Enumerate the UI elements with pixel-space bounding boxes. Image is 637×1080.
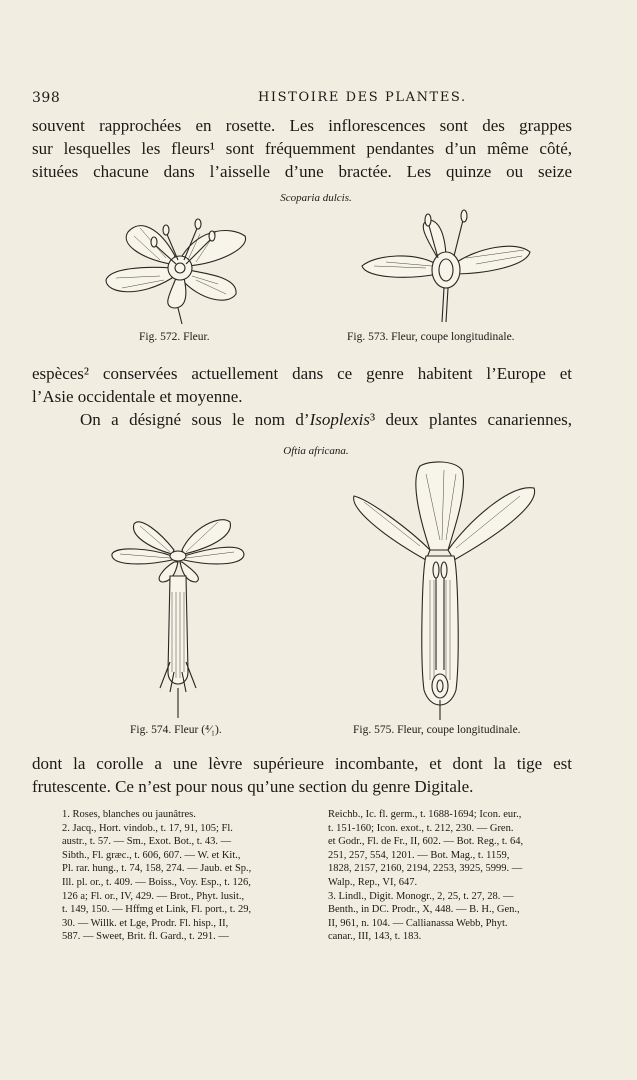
footnote-line: 30. — Willk. et Lge, Prodr. Fl. hisp., II, [62,917,229,929]
figure-574-caption: Fig. 574. Fleur (⁴⁄₁). [130,724,222,736]
footnote-line: et Godr., Fl. de Fr., II, 602. — Bot. Reg., t. 64, [328,836,524,848]
text-line: l’Asie occidentale et moyenne. [32,387,243,406]
scoparia-section-illustration [356,208,536,326]
footnotes-left-column [62,808,312,944]
footnote-line: 126 a; Fl. or., IV, 429. — Brot., Phyt. lusit., [62,890,245,902]
paragraph-1 [32,114,572,183]
figure-575-caption: Fig. 575. Fleur, coupe longitudinale. [353,724,521,736]
text-line: souvent rapprochées en rosette. Les inflorescences sont des grappes [32,116,572,135]
footnote-line: canar., III, 143, t. 183. [328,931,422,943]
footnote-line: Reichb., Ic. fl. germ., t. 1688-1694; Icon. eur., [328,809,522,820]
paragraph-3 [80,408,572,431]
footnote-line: 251, 257, 554, 1201. — Bot. Mag., t. 1159, [328,849,510,861]
footnote-line: Sibth., Fl. græc., t. 606, 607. — W. et Kit., [62,849,241,861]
page-number: 398 [32,90,61,106]
footnotes-right-column [328,808,576,944]
footnote-line: Walp., Rep., VI, 647. [328,876,418,888]
scoparia-flower-illustration [100,208,260,326]
footnote-line: Ill. pl. or., t. 409. — Boiss., Voy. Esp., t. 126, [62,876,251,888]
figure-572-caption: Fig. 572. Fleur. [139,331,210,343]
genus-name: Isoplexis [309,410,371,429]
text-line: situées chacune dans l’aisselle d’une bractée. Les quinze ou seize [32,162,572,181]
page-header [32,90,572,108]
paragraph-4 [32,752,572,798]
footnote-line: austr., t. 57. — Sm., Exot. Bot., t. 43. — [62,836,232,848]
text-prefix: On a désigné sous le nom d’ [80,410,310,429]
footnote-line: t. 151-160; Icon. exot., t. 212, 230. — Gren. [328,822,514,834]
footnote-line: 1. Roses, blanches ou jaunâtres. [62,809,196,820]
text-line: sur lesquelles les fleurs¹ sont fréquemment pendantes d’un même côté, [32,139,572,158]
footnote-line: II, 961, n. 104. — Callianassa Webb, Phyt. [328,917,508,929]
footnote-line: 1828, 2157, 2160, 2194, 2253, 3925, 5999. — [328,863,523,875]
footnote-line: 3. Lindl., Digit. Monogr., 2, 25, t. 27, 28. — [328,890,514,902]
text-line: dont la corolle a une lèvre supérieure incombante, et dont la tige est [32,754,572,773]
text-line [80,408,572,431]
footnote-line: Pl. rar. hung., t. 74, 158, 274. — Jaub. et Sp., [62,863,252,875]
oftia-section-illustration [350,460,542,722]
footnote-line: 587. — Sweet, Brit. fl. Gard., t. 291. — [62,931,229,943]
text-suffix: ³ deux plantes canariennes, [370,410,573,429]
text-line: espèces² conservées actuellement dans ce genre habitent l’Europe et [32,364,572,383]
figure-group-2-title: Oftia africana. [283,445,349,457]
footnote-line: 2. Jacq., Hort. vindob., t. 17, 91, 105; Fl. [62,822,233,834]
running-head: HISTOIRE DES PLANTES. [258,90,467,105]
figure-573-caption: Fig. 573. Fleur, coupe longitudinale. [347,331,515,343]
footnote-line: t. 149, 150. — Hffmg et Link, Fl. port., t. 29, [62,904,252,916]
figure-group-1-title: Scoparia dulcis. [280,192,352,204]
footnote-line: Benth., in DC. Prodr., X, 448. — B. H., Gen., [328,904,520,916]
text-line: frutescente. Ce n’est pour nous qu’une section du genre Digitale. [32,777,474,796]
oftia-flower-illustration [110,512,246,720]
paragraph-2 [32,362,572,408]
